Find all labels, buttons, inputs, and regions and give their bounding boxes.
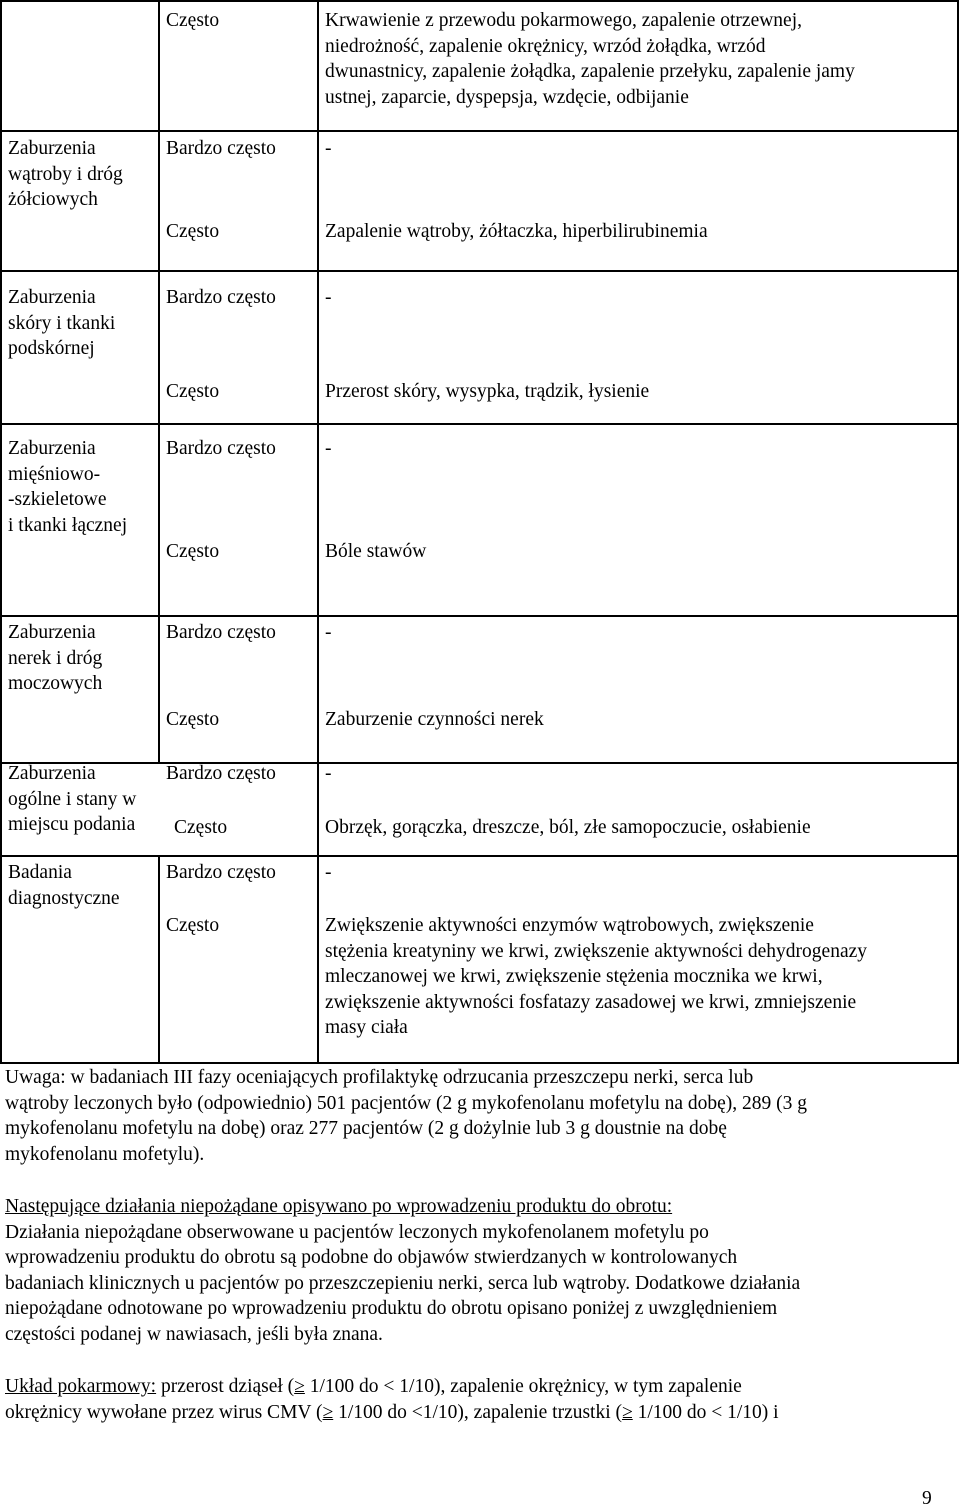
- frequency-label: Często: [166, 221, 220, 242]
- frequency-label: Bardzo często: [166, 287, 276, 308]
- frequency-label: Często: [166, 915, 220, 936]
- frequency-label: Często: [166, 10, 220, 31]
- frequency-label: Bardzo często: [166, 862, 276, 883]
- frequency-label: Bardzo często: [166, 622, 276, 643]
- adverse-effects-cell: Zapalenie wątroby, żółtaczka, hiperbilirubinemia: [325, 221, 708, 242]
- organ-class-cell: Zaburzenia wątroby i dróg żółciowych: [8, 138, 123, 210]
- adverse-effects-cell: -: [325, 862, 332, 883]
- frequency-label: Bardzo często: [166, 763, 276, 784]
- frequency-label: Często: [166, 381, 220, 402]
- adverse-effects-cell: -: [325, 763, 332, 784]
- section-heading: Następujące działania niepożądane opisywano po wprowadzeniu produktu do obrotu:: [5, 1196, 673, 1217]
- organ-class-cell: Zaburzenia mięśniowo- -szkieletowe i tkanki łącznej: [8, 438, 128, 536]
- organ-class-cell: Zaburzenia skóry i tkanki podskórnej: [8, 287, 116, 359]
- adverse-effects-cell: -: [325, 438, 332, 459]
- adverse-effects-cell: Krwawienie z przewodu pokarmowego, zapalenie otrzewnej, niedrożność, zapalenie okrężnicy, wrzód żołądka, wrzód dwunastnicy, zapalenie żołądka, zapalenie przełyku, zapalenie jamy ustnej, zaparcie, dyspepsja, wzdęcie, odbijanie: [325, 10, 855, 108]
- adverse-effects-cell: Bóle stawów: [325, 541, 427, 562]
- frequency-label: Bardzo często: [166, 438, 276, 459]
- organ-class-cell: Zaburzenia nerek i dróg moczowych: [8, 622, 103, 694]
- section-heading: Układ pokarmowy:: [5, 1376, 157, 1397]
- organ-class-cell: Badania diagnostyczne: [8, 862, 120, 909]
- trial-note-paragraph: Uwaga: w badaniach III fazy oceniających profilaktykę odrzucania przeszczepu nerki, serca lub wątroby leczonych było (odpowiednio) 501 pacjentów (2 g mykofenolanu mofetylu na dobę), 289 (3 g mykofenolanu mofetylu na dobę) oraz 277 pacjentów (2 g dożylnie lub 3 g doustnie na dobę mykofenolanu mofetylu).: [5, 1067, 808, 1165]
- organ-class-cell: Zaburzenia ogólne i stany w miejscu podania: [8, 763, 137, 835]
- greater-equal-symbol: ≥: [294, 1376, 305, 1397]
- adverse-effects-cell: Zwiększenie aktywności enzymów wątrobowych, zwiększenie stężenia kreatyniny we krwi, zwiększenie aktywności dehydrogenazy mleczanowej we krwi, zwiększenie stężenia mocznika we krwi, zwiększenie aktywności fosfatazy zasadowej we krwi, zmniejszenie masy ciała: [325, 915, 868, 1038]
- frequency-label: Często: [166, 709, 220, 730]
- adverse-effects-cell: Zaburzenie czynności nerek: [325, 709, 544, 730]
- frequency-label: Często: [166, 541, 220, 562]
- adverse-effects-cell: Obrzęk, gorączka, dreszcze, ból, złe samopoczucie, osłabienie: [325, 817, 811, 838]
- page-number: 9: [922, 1488, 932, 1509]
- frequency-label: Często: [174, 817, 228, 838]
- frequency-label: Bardzo często: [166, 138, 276, 159]
- adverse-effects-cell: -: [325, 287, 332, 308]
- postmarketing-section: Następujące działania niepożądane opisywano po wprowadzeniu produktu do obrotu: Działania niepożądane obserwowane u pacjentów leczonych mykofenolanem mofetylu po wprowadzeniu produktu do obrotu są podobne do objawów stwierdzanych w kontrolowanych badaniach klinicznych u pacjentów po przeszczepieniu nerki, serca lub wątroby. Dodatkowe działania niepożądane odnotowane po wprowadzeniu produktu do obrotu opisano poniżej z uwzględnieniem częstości podanej w nawiasach, jeśli była znana.: [5, 1194, 955, 1347]
- greater-equal-symbol: ≥: [622, 1401, 633, 1423]
- adverse-effects-cell: -: [325, 622, 332, 643]
- greater-equal-symbol: ≥: [322, 1401, 334, 1423]
- adverse-effects-cell: -: [325, 138, 332, 159]
- adverse-effects-cell: Przerost skóry, wysypka, trądzik, łysienie: [325, 381, 650, 402]
- gi-postmarketing-paragraph: Układ pokarmowy: przerost dziąseł (≥ 1/100 do < 1/10), zapalenie okrężnicy, w tym zapalenie okrężnicy wywołane przez wirus CMV (≥ 1/100 do <1/10), zapalenie trzustki (≥ 1/100 do < 1/10) i: [5, 1376, 779, 1423]
